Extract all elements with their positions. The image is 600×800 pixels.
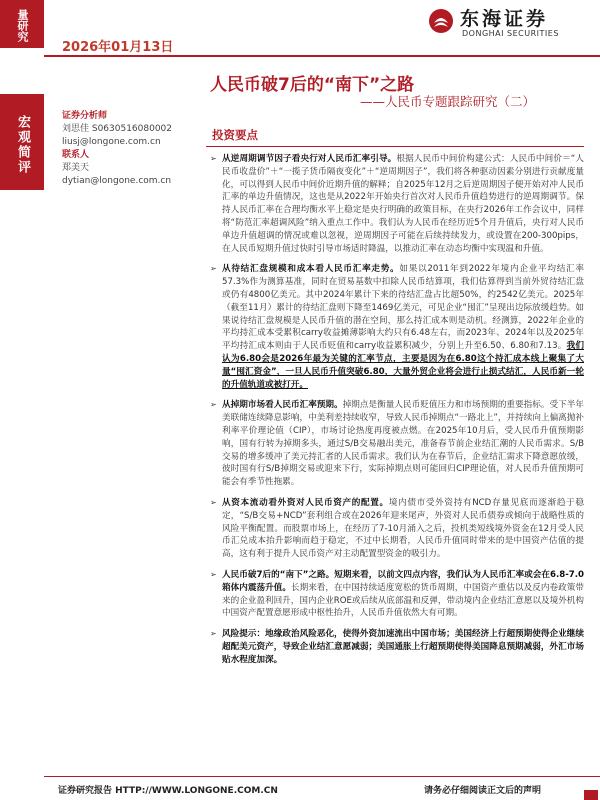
company-logo: [422, 4, 592, 44]
section-title: 投资要点: [212, 128, 258, 142]
key-point-lead: 人民币破7后的“南下”之路。: [222, 569, 335, 580]
footer-divider: [44, 776, 600, 777]
key-point-body: 境内债市受外资持有NCD存量见底而逐渐趋于稳定，“S/B交易+NCD”套利组合或在2026年迎来尾声，外资对人民币债券或倾向于战略性质的风险平衡配置。而股票市场上，在经历了7-10月涌入之后，投机类短线境外资金在12月受人民币汇兑成本抬升影响而趋于稳定，不过中长期看，人民币升值同时带来的是中国资产估值的提高，这有利于提升人民币资产对主动配置型资金的吸引力。: [222, 497, 584, 560]
analyst-email: liusj@longone.com.cn: [62, 137, 161, 147]
key-point-lead: 从资本流动看外资对人民币资产的配置。: [222, 497, 389, 508]
key-point-5: [210, 569, 584, 620]
logo-text-en: DONGHAI SECURITIES: [462, 29, 559, 38]
key-point-body: 掉期点是衡量人民币贬值压力和市场预期的重要指标。受下半年美联储连续降息影响，中美利差持续收窄，导致人民币掉期点“一路北上”，并持续向上偏离抛补利率平价理论值（CIP），市场讨论热度再度被点燃。在2025年10月后，受人民币升值预期影响，国有行转为掉期多头，通过S/B交易融出美元，准备春节前企业结汇潮的人民币需求。S/B交易的增多缓冲了美元持汇者的人民币需求。我们认为在春节后，企业结汇需求下降意愿放缓，彼时国有行S/B掉期交易或迎来下行，实际掉期点则可能回归CIP理论值，对人民币升值预期可能会有季节性拖累。: [222, 400, 584, 488]
key-point-bold: 短期来看，以前文四点内容，我们认为人民币汇率或会在6.8-7.0箱体内震荡升值。: [222, 569, 585, 593]
key-point-1: [210, 153, 584, 255]
key-point-lead: 从逆周期调节因子看央行对人民币汇率引导。: [222, 154, 397, 164]
footer-mark: [584, 790, 598, 800]
contact-name: 郑美天: [62, 163, 90, 173]
key-point-3: [210, 399, 584, 489]
logo-text-cn: 东海证券: [460, 8, 549, 30]
risk-body: 地缘政治风险恶化，使得外资加速流出中国市场；美国经济上行超预期使得企业继续超配美元资产，导致企业结汇意愿减弱；美国通胀上行超预期使得美国降息预期减弱，外汇市场贴水程度加深。: [222, 629, 584, 665]
key-point-lead: 从待结汇盘规模和成本看人民币汇率走势。: [222, 264, 400, 275]
key-point-body: 如果以2011年到2022年境内企业平均结汇率57.3%作为测算基准，同时在贸易基数中扣除人民币结算项，我们估算得到当前外贸待结汇盘或仍有4800亿美元。其中2024年累计下来的待结汇盘占比超50%，约2542亿美元。2025年（截至11月）累计的待结汇盘则下降至1469亿美元，可见企业“囤汇”呈现出边际放缓趋势。如果说待结汇盘规模是人民币升值的潜在空间，那么持汇成本则是动机。经测算，2022年企业的平均持汇成本受累积carry收益摊薄影响大约只有6.48左右，而2023年、2024年以及2025年平均持汇成本则由于人民币贬值和carry收益累积减少，分别上升至6.50、6.80和7.13。: [222, 264, 584, 352]
key-point-body: 根据人民币中间价构建公式：人民币中间价＝“人民币收盘价”＋“一揽子货币隔夜变化”＋“逆周期因子”，我们将各种驱动因素分别进行贡献度量化，可以得到人民币中间价近期升值的解释；自2025年12月之后逆周期因子便开始对冲人民币汇率的单边升值情况，这也是从2022年开始央行首次对人民币升值趋势进行的逆周期调节。保持人民币汇率在合理均衡水平上稳定是央行明确的政策目标，在央行2026年工作会议中，同样将“防范汇率超调风险”纳入重点工作中。我们认为人民币在经历近5个月升值后，央行对人民币单边升值超调的情况或难以忽视，逆周期因子可能在后续持续发力，或设置在200-300pips，在人民币短期升值过快时引导市场适时降温，以推动汇率在动态均衡中实现温和升值。: [222, 154, 584, 254]
key-point-2: [210, 263, 584, 391]
header-divider: [44, 55, 600, 57]
key-point-4: [210, 497, 584, 561]
footer-website: 证券研究报告 HTTP://WWW.LONGONE.COM.CN: [58, 786, 278, 796]
analyst-info: [62, 110, 202, 188]
risk-warning: [210, 628, 584, 666]
report-date: 2026年01月13日: [62, 40, 174, 55]
risk-lead: 风险提示：: [222, 629, 266, 640]
analyst-name: 刘思佳 S0630516080002: [62, 124, 173, 134]
key-point-tail: 长期来看，在中国持续适度宽松的货币周期，中国资产重估以及反内卷政策带来的企业盈利回升，国内企业ROE或后续从底部温和反弹，带动境内企业结汇意愿以及境外机构中国资产配置意愿形成中枢性抬升，人民币升值依然大有可期。: [222, 582, 584, 619]
analyst-label: 证券分析师: [62, 111, 108, 121]
footer-disclaimer: 请务必仔细阅读正文后的声明: [424, 786, 542, 796]
contact-label: 联系人: [62, 150, 90, 160]
band-top-label: 量研究: [0, 0, 44, 48]
report-title: 人民币破7后的“南下”之路: [210, 75, 415, 95]
key-point-lead: 从掉期市场看人民币汇率预期。: [222, 400, 343, 411]
report-subtitle: ——人民币专题跟踪研究（二）: [360, 94, 536, 109]
section-divider: [206, 146, 584, 147]
key-point-emphasis: 我们认为6.80会是2026年最为关键的汇率节点，主要是因为在6.80这个持汇成本线上聚集了大量“囤汇资金”，一旦人民币升值突破6.80，大量外贸企业将会进行止损式结汇，人民币新一轮的升值轨道或被打开。: [222, 341, 584, 390]
logo-mark-icon: [428, 8, 454, 34]
contact-email: dytian@longone.com.cn: [62, 176, 172, 186]
key-points: [210, 153, 584, 674]
report-category: 宏观简评: [0, 94, 44, 190]
